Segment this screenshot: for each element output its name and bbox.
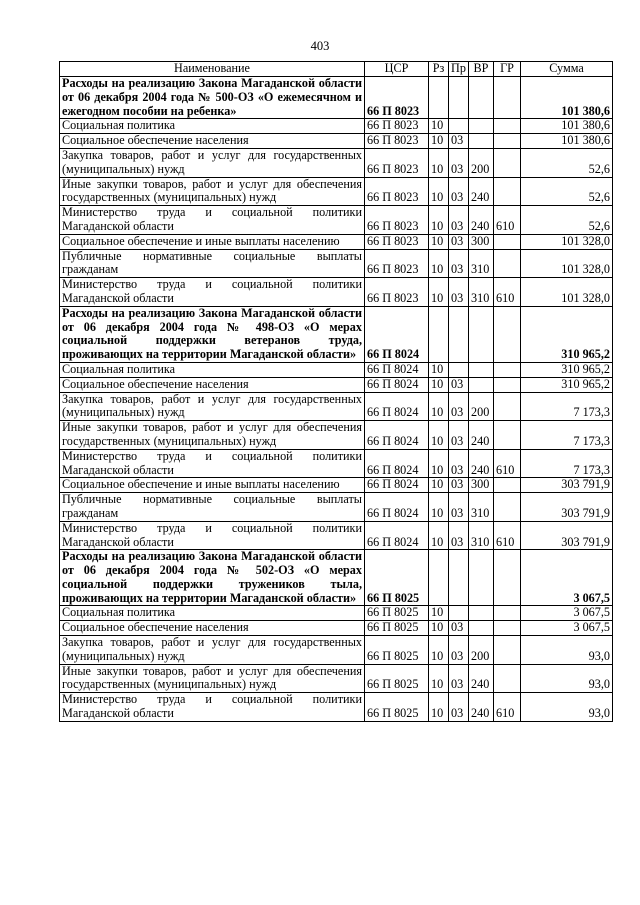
header-gr: ГР xyxy=(494,62,521,77)
cell-rz: 10 xyxy=(429,148,449,177)
cell-rz: 10 xyxy=(429,377,449,392)
cell-gr xyxy=(494,134,521,149)
table-row xyxy=(60,493,613,522)
cell-rz xyxy=(429,77,449,119)
cell-gr xyxy=(494,306,521,362)
cell-rz: 10 xyxy=(429,606,449,621)
table-row xyxy=(60,636,613,665)
cell-pr: 03 xyxy=(449,664,469,693)
cell-sum: 7 173,3 xyxy=(521,421,613,450)
cell-vr: 240 xyxy=(469,693,494,722)
cell-csr: 66 П 8023 xyxy=(365,77,429,119)
table-row xyxy=(60,362,613,377)
header-row xyxy=(60,62,613,77)
cell-rz: 10 xyxy=(429,119,449,134)
cell-rz: 10 xyxy=(429,249,449,278)
cell-gr xyxy=(494,119,521,134)
cell-gr xyxy=(494,392,521,421)
cell-name: Министерство труда и социальной политики Магаданской области xyxy=(60,693,365,722)
cell-rz: 10 xyxy=(429,664,449,693)
cell-name: Социальная политика xyxy=(60,606,365,621)
cell-pr xyxy=(449,550,469,606)
cell-name: Социальная политика xyxy=(60,362,365,377)
cell-pr: 03 xyxy=(449,693,469,722)
cell-csr: 66 П 8023 xyxy=(365,249,429,278)
cell-csr: 66 П 8023 xyxy=(365,148,429,177)
table-row xyxy=(60,177,613,206)
cell-sum: 101 380,6 xyxy=(521,134,613,149)
cell-csr: 66 П 8024 xyxy=(365,478,429,493)
cell-vr xyxy=(469,606,494,621)
cell-rz: 10 xyxy=(429,449,449,478)
cell-csr: 66 П 8024 xyxy=(365,306,429,362)
cell-gr: 610 xyxy=(494,206,521,235)
cell-rz: 10 xyxy=(429,493,449,522)
cell-sum: 7 173,3 xyxy=(521,449,613,478)
cell-sum: 101 380,6 xyxy=(521,77,613,119)
cell-name: Министерство труда и социальной политики Магаданской области xyxy=(60,449,365,478)
cell-pr: 03 xyxy=(449,377,469,392)
cell-name: Публичные нормативные социальные выплаты гражданам xyxy=(60,493,365,522)
table-row xyxy=(60,249,613,278)
cell-name: Министерство труда и социальной политики Магаданской области xyxy=(60,521,365,550)
cell-vr: 310 xyxy=(469,278,494,307)
cell-gr xyxy=(494,421,521,450)
cell-csr: 66 П 8023 xyxy=(365,119,429,134)
cell-sum: 303 791,9 xyxy=(521,521,613,550)
cell-pr: 03 xyxy=(449,478,469,493)
cell-sum: 310 965,2 xyxy=(521,362,613,377)
cell-name: Закупка товаров, работ и услуг для государственных (муниципальных) нужд xyxy=(60,148,365,177)
cell-sum: 101 328,0 xyxy=(521,249,613,278)
cell-pr xyxy=(449,119,469,134)
cell-vr xyxy=(469,134,494,149)
table-row xyxy=(60,77,613,119)
cell-pr: 03 xyxy=(449,134,469,149)
page-number: 403 xyxy=(310,39,330,53)
cell-name: Министерство труда и социальной политики Магаданской области xyxy=(60,278,365,307)
cell-csr: 66 П 8025 xyxy=(365,693,429,722)
cell-vr: 310 xyxy=(469,493,494,522)
cell-rz: 10 xyxy=(429,693,449,722)
cell-csr: 66 П 8024 xyxy=(365,362,429,377)
cell-gr: 610 xyxy=(494,693,521,722)
cell-sum: 52,6 xyxy=(521,206,613,235)
cell-gr xyxy=(494,664,521,693)
table-row xyxy=(60,693,613,722)
cell-pr: 03 xyxy=(449,278,469,307)
cell-csr: 66 П 8023 xyxy=(365,206,429,235)
cell-sum: 303 791,9 xyxy=(521,493,613,522)
cell-pr: 03 xyxy=(449,621,469,636)
cell-name: Закупка товаров, работ и услуг для государственных (муниципальных) нужд xyxy=(60,636,365,665)
cell-name: Закупка товаров, работ и услуг для государственных (муниципальных) нужд xyxy=(60,392,365,421)
cell-sum: 3 067,5 xyxy=(521,550,613,606)
cell-gr xyxy=(494,493,521,522)
cell-name: Социальное обеспечение и иные выплаты населению xyxy=(60,478,365,493)
cell-gr xyxy=(494,550,521,606)
table-row xyxy=(60,206,613,235)
cell-sum: 52,6 xyxy=(521,177,613,206)
cell-rz: 10 xyxy=(429,278,449,307)
table-row xyxy=(60,550,613,606)
cell-vr: 310 xyxy=(469,249,494,278)
cell-vr xyxy=(469,377,494,392)
cell-name: Иные закупки товаров, работ и услуг для обеспечения государственных (муниципальных) нужд xyxy=(60,177,365,206)
cell-sum: 303 791,9 xyxy=(521,478,613,493)
cell-rz: 10 xyxy=(429,206,449,235)
cell-rz: 10 xyxy=(429,134,449,149)
cell-csr: 66 П 8024 xyxy=(365,521,429,550)
cell-rz: 10 xyxy=(429,362,449,377)
cell-csr: 66 П 8023 xyxy=(365,278,429,307)
cell-pr: 03 xyxy=(449,636,469,665)
cell-pr: 03 xyxy=(449,177,469,206)
cell-csr: 66 П 8025 xyxy=(365,664,429,693)
cell-name: Социальное обеспечение населения xyxy=(60,621,365,636)
cell-vr xyxy=(469,77,494,119)
cell-name: Министерство труда и социальной политики Магаданской области xyxy=(60,206,365,235)
cell-sum: 101 328,0 xyxy=(521,278,613,307)
cell-gr xyxy=(494,148,521,177)
cell-name: Расходы на реализацию Закона Магаданской области от 06 декабря 2004 года № 502-ОЗ «О мерах социальной поддержки тружеников тыла, проживающих на территории Магаданской области» xyxy=(60,550,365,606)
table-row xyxy=(60,278,613,307)
cell-pr xyxy=(449,306,469,362)
cell-gr xyxy=(494,621,521,636)
cell-gr: 610 xyxy=(494,278,521,307)
cell-rz: 10 xyxy=(429,621,449,636)
cell-gr: 610 xyxy=(494,449,521,478)
table-row xyxy=(60,392,613,421)
cell-csr: 66 П 8025 xyxy=(365,606,429,621)
cell-gr xyxy=(494,377,521,392)
cell-pr: 03 xyxy=(449,148,469,177)
cell-pr: 03 xyxy=(449,521,469,550)
table-row xyxy=(60,421,613,450)
cell-name: Социальное обеспечение населения xyxy=(60,134,365,149)
cell-name: Публичные нормативные социальные выплаты гражданам xyxy=(60,249,365,278)
table-row xyxy=(60,521,613,550)
cell-csr: 66 П 8025 xyxy=(365,621,429,636)
table-row xyxy=(60,134,613,149)
cell-vr xyxy=(469,362,494,377)
cell-sum: 93,0 xyxy=(521,664,613,693)
cell-pr: 03 xyxy=(449,249,469,278)
cell-pr: 03 xyxy=(449,449,469,478)
cell-name: Иные закупки товаров, работ и услуг для обеспечения государственных (муниципальных) нужд xyxy=(60,421,365,450)
cell-name: Иные закупки товаров, работ и услуг для обеспечения государственных (муниципальных) нужд xyxy=(60,664,365,693)
cell-pr: 03 xyxy=(449,421,469,450)
cell-sum: 93,0 xyxy=(521,636,613,665)
cell-name: Социальное обеспечение и иные выплаты населению xyxy=(60,234,365,249)
cell-gr xyxy=(494,234,521,249)
cell-pr: 03 xyxy=(449,392,469,421)
cell-sum: 310 965,2 xyxy=(521,377,613,392)
cell-pr: 03 xyxy=(449,206,469,235)
cell-rz: 10 xyxy=(429,521,449,550)
cell-csr: 66 П 8024 xyxy=(365,377,429,392)
cell-sum: 3 067,5 xyxy=(521,621,613,636)
cell-sum: 310 965,2 xyxy=(521,306,613,362)
cell-vr: 200 xyxy=(469,148,494,177)
table-row xyxy=(60,664,613,693)
table-row xyxy=(60,621,613,636)
cell-pr: 03 xyxy=(449,493,469,522)
cell-name: Расходы на реализацию Закона Магаданской области от 06 декабря 2004 года № 498-ОЗ «О мерах социальной поддержки ветеранов труда, проживающих на территории Магаданской области» xyxy=(60,306,365,362)
header-csr: ЦСР xyxy=(365,62,429,77)
cell-rz: 10 xyxy=(429,177,449,206)
table-row xyxy=(60,306,613,362)
cell-vr: 300 xyxy=(469,234,494,249)
cell-vr: 240 xyxy=(469,449,494,478)
table-row xyxy=(60,478,613,493)
cell-csr: 66 П 8023 xyxy=(365,234,429,249)
cell-csr: 66 П 8025 xyxy=(365,636,429,665)
header-sum: Сумма xyxy=(521,62,613,77)
cell-gr xyxy=(494,606,521,621)
cell-sum: 101 380,6 xyxy=(521,119,613,134)
cell-vr: 300 xyxy=(469,478,494,493)
cell-gr xyxy=(494,362,521,377)
cell-csr: 66 П 8023 xyxy=(365,177,429,206)
cell-pr: 03 xyxy=(449,234,469,249)
cell-sum: 52,6 xyxy=(521,148,613,177)
table-body xyxy=(60,77,613,722)
cell-name: Расходы на реализацию Закона Магаданской области от 06 декабря 2004 года № 500-ОЗ «О ежемесячном и ежегодном пособии на ребенка» xyxy=(60,77,365,119)
cell-sum: 93,0 xyxy=(521,693,613,722)
cell-name: Социальное обеспечение населения xyxy=(60,377,365,392)
header-pr: Пр xyxy=(449,62,469,77)
cell-sum: 7 173,3 xyxy=(521,392,613,421)
cell-csr: 66 П 8024 xyxy=(365,421,429,450)
cell-gr xyxy=(494,478,521,493)
cell-vr xyxy=(469,306,494,362)
cell-csr: 66 П 8025 xyxy=(365,550,429,606)
table-row xyxy=(60,234,613,249)
cell-rz: 10 xyxy=(429,478,449,493)
cell-rz: 10 xyxy=(429,392,449,421)
cell-gr xyxy=(494,249,521,278)
cell-rz: 10 xyxy=(429,421,449,450)
cell-pr xyxy=(449,77,469,119)
cell-vr xyxy=(469,550,494,606)
table-row xyxy=(60,606,613,621)
cell-gr: 610 xyxy=(494,521,521,550)
cell-rz: 10 xyxy=(429,234,449,249)
cell-vr: 310 xyxy=(469,521,494,550)
header-name: Наименование xyxy=(60,62,365,77)
cell-sum: 101 328,0 xyxy=(521,234,613,249)
table-row xyxy=(60,148,613,177)
cell-rz xyxy=(429,550,449,606)
header-rz: Рз xyxy=(429,62,449,77)
cell-vr xyxy=(469,119,494,134)
cell-vr: 200 xyxy=(469,392,494,421)
table-header xyxy=(60,62,613,77)
cell-pr xyxy=(449,362,469,377)
cell-gr xyxy=(494,636,521,665)
cell-csr: 66 П 8024 xyxy=(365,392,429,421)
cell-csr: 66 П 8023 xyxy=(365,134,429,149)
cell-gr xyxy=(494,77,521,119)
table-row xyxy=(60,119,613,134)
budget-table xyxy=(59,61,613,722)
header-vr: ВР xyxy=(469,62,494,77)
cell-vr: 240 xyxy=(469,664,494,693)
cell-name: Социальная политика xyxy=(60,119,365,134)
cell-csr: 66 П 8024 xyxy=(365,449,429,478)
cell-vr: 240 xyxy=(469,421,494,450)
cell-gr xyxy=(494,177,521,206)
cell-vr xyxy=(469,621,494,636)
cell-vr: 200 xyxy=(469,636,494,665)
cell-vr: 240 xyxy=(469,177,494,206)
cell-rz: 10 xyxy=(429,636,449,665)
table-row xyxy=(60,449,613,478)
cell-sum: 3 067,5 xyxy=(521,606,613,621)
cell-rz xyxy=(429,306,449,362)
cell-vr: 240 xyxy=(469,206,494,235)
table-row xyxy=(60,377,613,392)
cell-csr: 66 П 8024 xyxy=(365,493,429,522)
cell-pr xyxy=(449,606,469,621)
